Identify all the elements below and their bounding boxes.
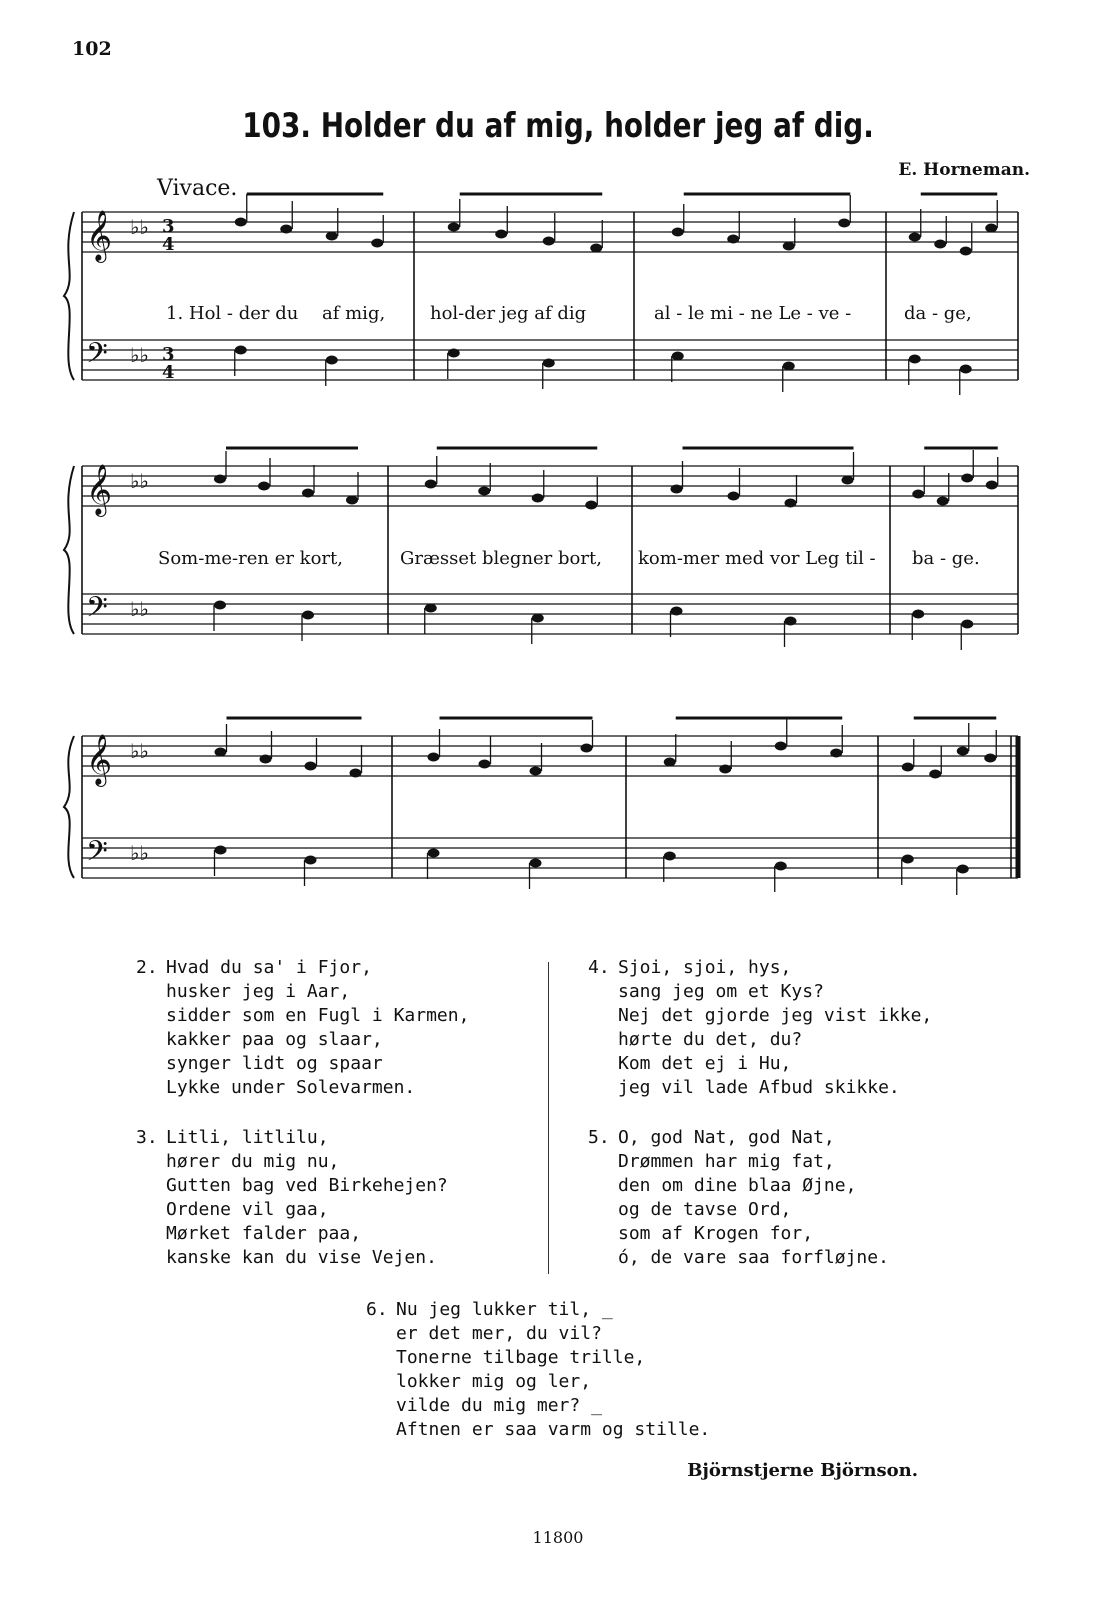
note-head: [984, 754, 996, 763]
note-head: [585, 501, 597, 510]
stanza-line: vilde du mig mer? _: [396, 1395, 602, 1416]
stanza-number: 4.: [588, 957, 610, 978]
note-head: [428, 849, 440, 858]
stanza-line: Hvad du sa' i Fjor,: [166, 957, 372, 978]
lyric-system2-4: ba - ge.: [912, 548, 980, 569]
note-head: [937, 497, 949, 506]
stanza-line: jeg vil lade Afbud skikke.: [618, 1077, 900, 1098]
note-head: [302, 611, 314, 620]
note-head: [425, 480, 437, 489]
note-head: [664, 758, 676, 767]
note-head: [672, 228, 684, 237]
note-head: [775, 862, 787, 871]
key-signature-icon: ♭♭: [130, 469, 149, 493]
stanza-line: Kom det ej i Hu,: [618, 1053, 792, 1074]
note-head: [727, 235, 739, 244]
note-head: [581, 744, 593, 753]
note-head: [719, 765, 731, 774]
note-head: [671, 607, 683, 616]
note-head: [428, 753, 440, 762]
stanza-line: er det mer, du vil?: [396, 1323, 602, 1344]
note-head: [280, 225, 292, 234]
lyric-system1-3: hol-der jeg af dig: [430, 303, 587, 324]
stanza-line: Gutten bag ved Birkehejen?: [166, 1175, 448, 1196]
note-head: [478, 487, 490, 496]
stanza-2: [136, 956, 470, 1100]
stanza-line: synger lidt og spaar: [166, 1053, 383, 1074]
lyric-system2-3: kom-mer med vor Leg til -: [638, 548, 876, 569]
time-signature: 4: [162, 362, 175, 383]
brace-icon: [64, 212, 74, 380]
note-head: [215, 846, 227, 855]
note-head: [448, 349, 460, 358]
stanza-line: Nu jeg lukker til, _: [396, 1299, 613, 1320]
note-head: [783, 362, 795, 371]
bass-clef-icon: 𝄢: [86, 591, 108, 631]
key-signature-icon: ♭♭: [130, 343, 149, 367]
stanza-line: kakker paa og slaar,: [166, 1029, 383, 1050]
note-head: [934, 240, 946, 249]
note-head: [425, 604, 437, 613]
stanza-line: den om dine blaa Øjne,: [618, 1175, 857, 1196]
treble-clef-icon: 𝄞: [86, 734, 113, 785]
tempo-marking: Vivace.: [157, 176, 238, 201]
stanza-line: Litli, litlilu,: [166, 1127, 329, 1148]
note-head: [215, 748, 227, 757]
note-head: [664, 852, 676, 861]
stanza-number: 5.: [588, 1127, 610, 1148]
lyric-system1-4: al - le mi - ne Le - ve -: [654, 303, 852, 324]
note-head: [260, 755, 272, 764]
stanza-line: O, god Nat, god Nat,: [618, 1127, 835, 1148]
brace-icon: [64, 466, 74, 634]
note-head: [960, 365, 972, 374]
note-head: [957, 747, 969, 756]
note-head: [326, 232, 338, 241]
note-head: [532, 614, 544, 623]
stanza-line: lokker mig og ler,: [396, 1371, 592, 1392]
lyric-system2-2: Græsset blegner bort,: [400, 548, 602, 569]
bass-clef-icon: 𝄢: [86, 835, 108, 875]
note-head: [214, 475, 226, 484]
stanza-line: Drømmen har mig fat,: [618, 1151, 835, 1172]
note-head: [909, 355, 921, 364]
key-signature-icon: ♭♭: [130, 841, 149, 865]
poet: Björnstjerne Björnson.: [687, 1460, 918, 1481]
note-head: [838, 219, 850, 228]
lyric-system2-1: Som-me-ren er kort,: [158, 548, 343, 569]
note-head: [728, 492, 740, 501]
note-head: [672, 352, 684, 361]
treble-clef-icon: 𝄞: [86, 464, 113, 515]
note-head: [495, 230, 507, 239]
lyric-system1-2: af mig,: [322, 303, 386, 324]
note-head: [305, 856, 317, 865]
time-signature: 4: [162, 234, 175, 255]
note-head: [479, 760, 491, 769]
plate-number: 11800: [532, 1528, 584, 1547]
note-head: [929, 770, 941, 779]
key-signature-icon: ♭♭: [130, 597, 149, 621]
note-head: [532, 494, 544, 503]
stanza-line: Nej det gjorde jeg vist ikke,: [618, 1005, 933, 1026]
note-head: [350, 769, 362, 778]
stanza-line: Ordene vil gaa,: [166, 1199, 329, 1220]
stanza-4: [588, 956, 933, 1100]
note-head: [960, 247, 972, 256]
note-head: [902, 763, 914, 772]
stanza-line: Sjoi, sjoi, hys,: [618, 957, 792, 978]
stanza-line: husker jeg i Aar,: [166, 981, 351, 1002]
note-head: [783, 242, 795, 251]
composer: E. Horneman.: [898, 160, 1030, 180]
note-head: [842, 476, 854, 485]
note-head: [957, 865, 969, 874]
stanza-line: Tonerne tilbage trille,: [396, 1347, 646, 1368]
note-head: [961, 474, 973, 483]
page-number: 102: [72, 38, 112, 60]
stanza-line: som af Krogen for,: [618, 1223, 814, 1244]
lyric-system1-1: 1. Hol - der du: [166, 303, 299, 324]
note-head: [326, 356, 338, 365]
note-head: [775, 742, 787, 751]
lyric-system1-5: da - ge,: [904, 303, 972, 324]
stanza-5: [588, 1126, 889, 1270]
stanza-number: 2.: [136, 957, 158, 978]
stanza-line: og de tavse Ord,: [618, 1199, 792, 1220]
stanza-line: Lykke under Solevarmen.: [166, 1077, 416, 1098]
stanza-6: [366, 1298, 711, 1442]
note-head: [235, 346, 247, 355]
note-head: [985, 224, 997, 233]
note-head: [909, 233, 921, 242]
note-head: [785, 499, 797, 508]
note-head: [830, 749, 842, 758]
stanza-number: 6.: [366, 1299, 388, 1320]
note-head: [305, 762, 317, 771]
note-head: [543, 237, 555, 246]
time-signature: 3: [162, 216, 175, 237]
note-head: [214, 601, 226, 610]
stanza-number: 3.: [136, 1127, 158, 1148]
stanza-line: Mørket falder paa,: [166, 1223, 362, 1244]
stanza-line: sang jeg om et Kys?: [618, 981, 824, 1002]
stanza-line: Aftnen er saa varm og stille.: [396, 1419, 711, 1440]
key-signature-icon: ♭♭: [130, 739, 149, 763]
note-head: [448, 223, 460, 232]
note-head: [912, 490, 924, 499]
time-signature: 3: [162, 344, 175, 365]
key-signature-icon: ♭♭: [130, 215, 149, 239]
stanza-3: [136, 1126, 448, 1270]
note-head: [371, 239, 383, 248]
note-head: [912, 610, 924, 619]
note-head: [590, 244, 602, 253]
stanza-line: kanske kan du vise Vejen.: [166, 1247, 437, 1268]
stanza-line: sidder som en Fugl i Karmen,: [166, 1005, 470, 1026]
note-head: [671, 485, 683, 494]
bass-clef-icon: 𝄢: [86, 337, 108, 377]
note-head: [346, 496, 358, 505]
brace-icon: [64, 736, 74, 878]
stanza-line: hører du mig nu,: [166, 1151, 340, 1172]
note-head: [235, 218, 247, 227]
note-head: [785, 617, 797, 626]
stanza-line: ó, de vare saa forfløjne.: [618, 1247, 889, 1268]
note-head: [530, 859, 542, 868]
note-head: [258, 482, 270, 491]
stanza-line: hørte du det, du?: [618, 1029, 803, 1050]
song-title: 103. Holder du af mig, holder jeg af dig.: [242, 106, 874, 146]
note-head: [302, 489, 314, 498]
note-head: [902, 855, 914, 864]
treble-clef-icon: 𝄞: [86, 210, 113, 261]
note-head: [961, 620, 973, 629]
note-head: [543, 359, 555, 368]
note-head: [986, 481, 998, 490]
stanza-divider: [548, 962, 549, 1274]
note-head: [530, 767, 542, 776]
